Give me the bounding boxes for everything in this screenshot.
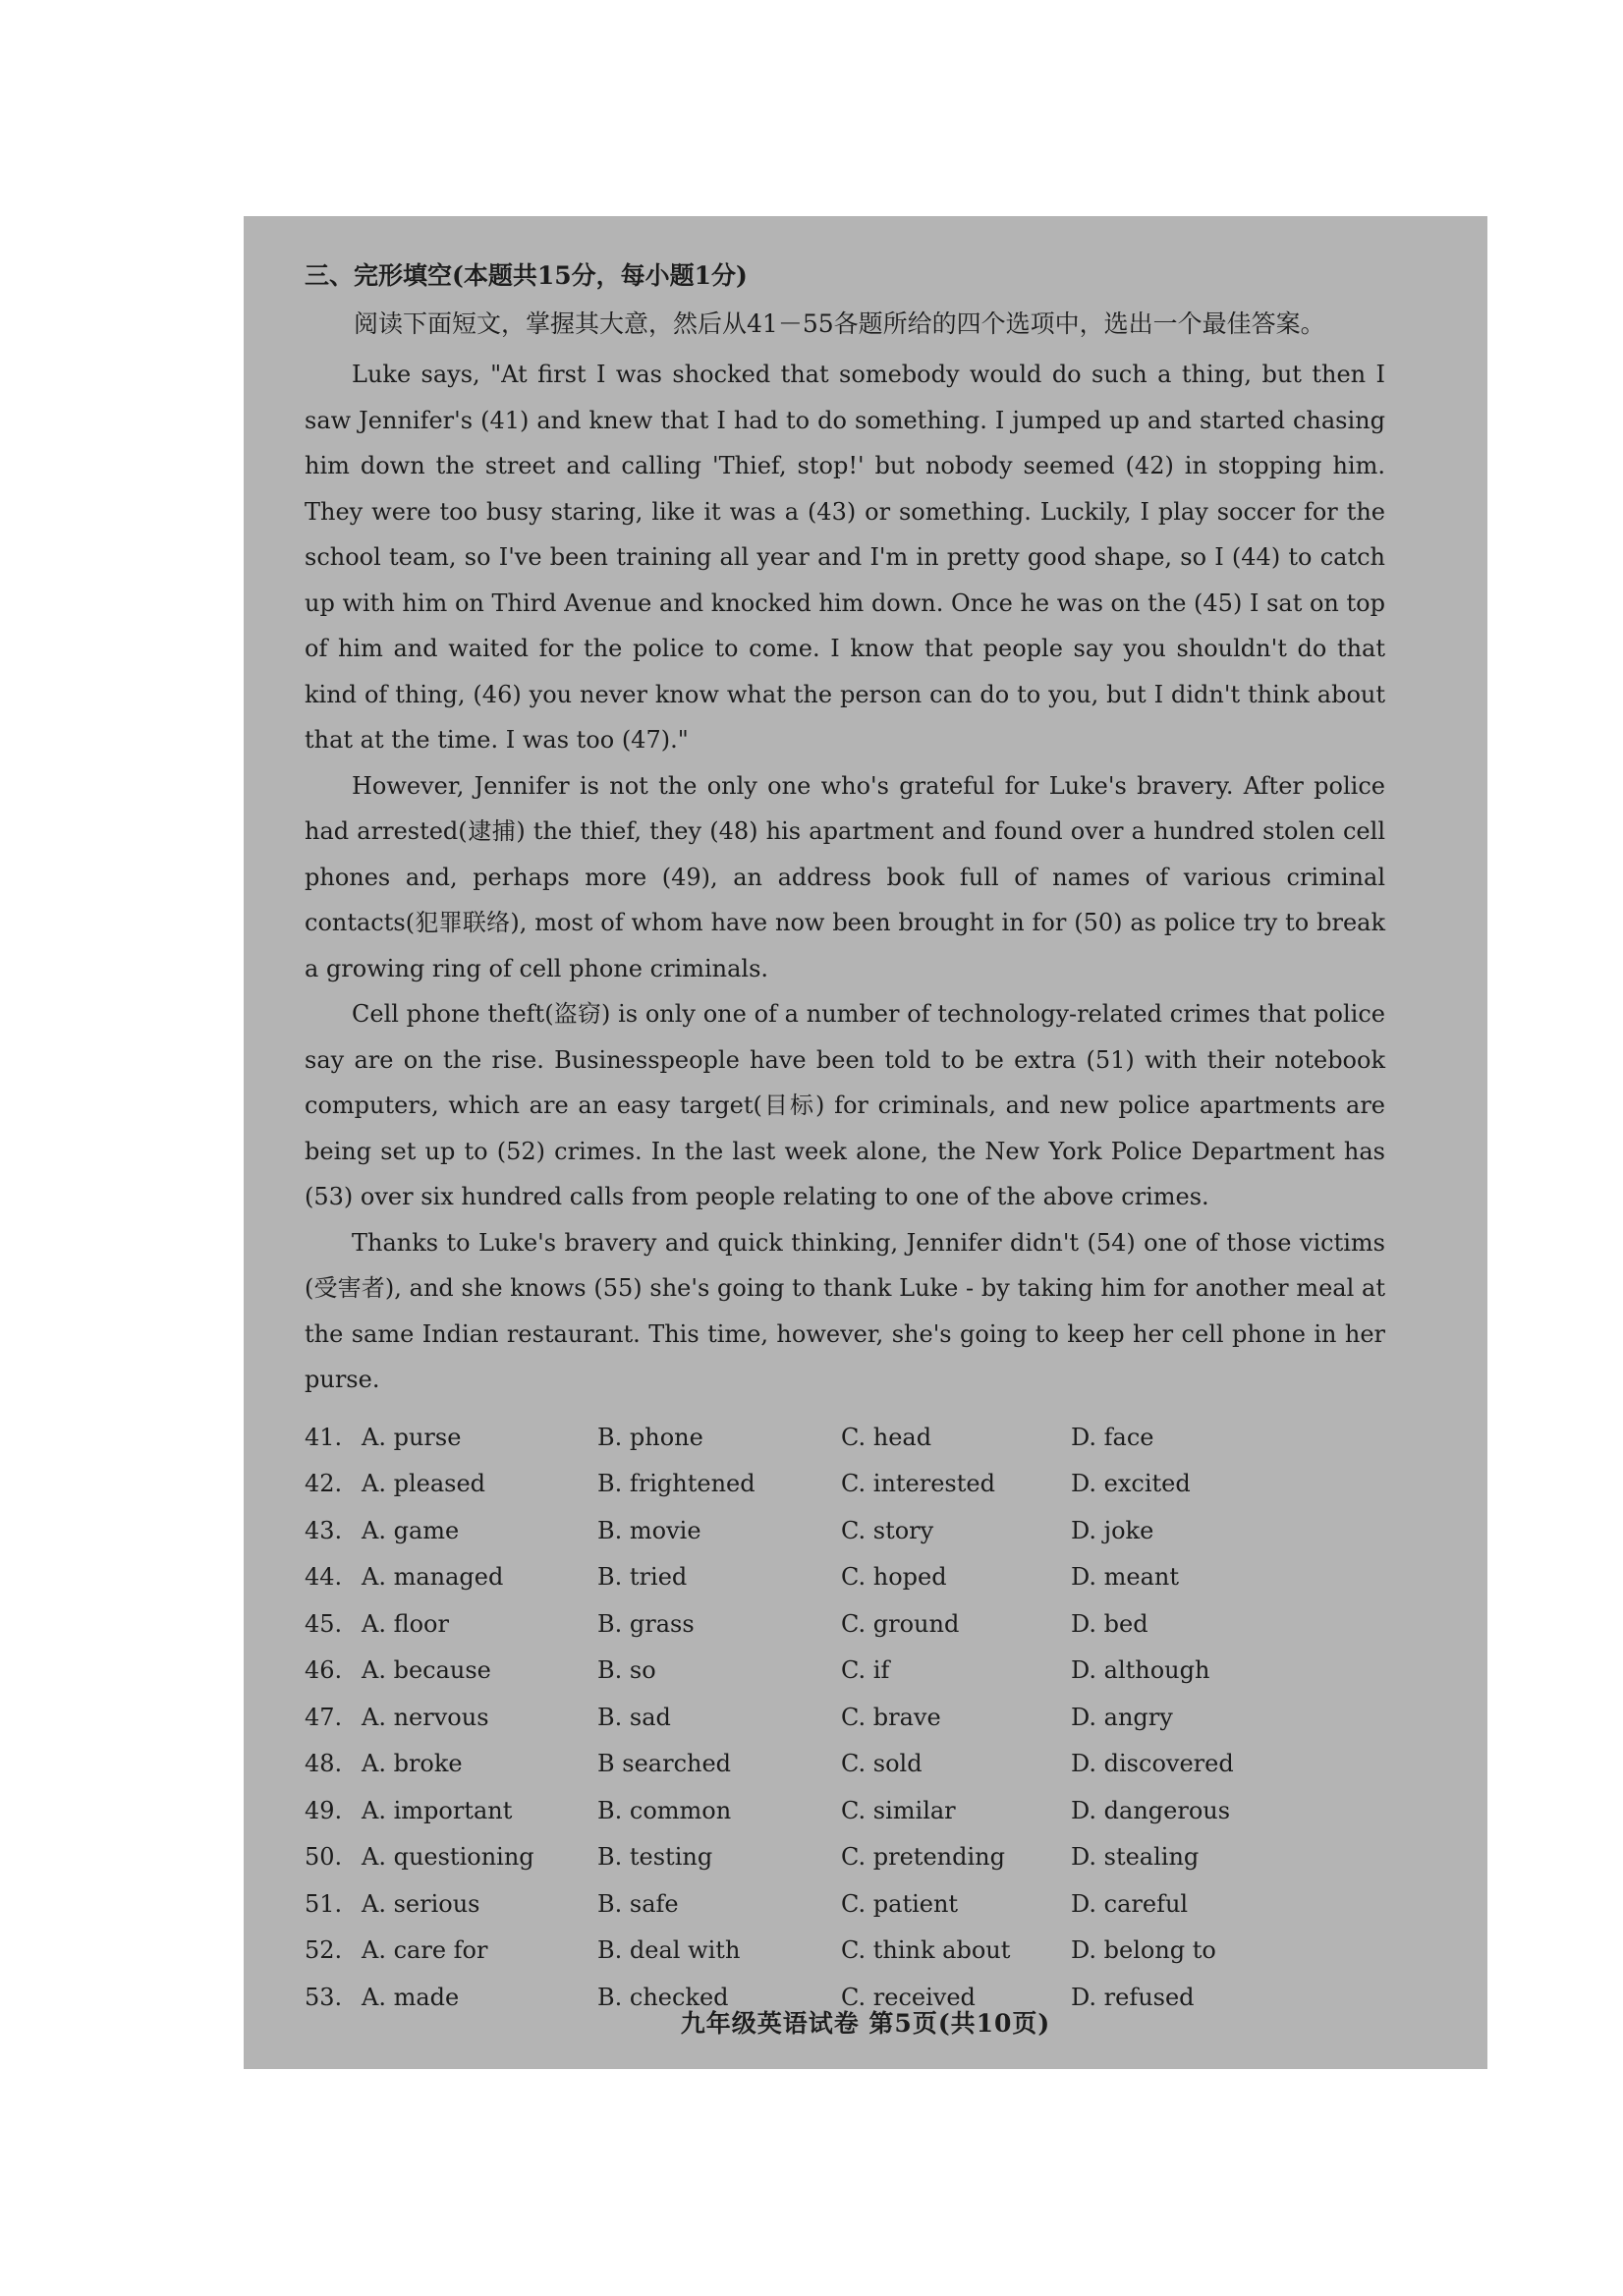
question-row <box>305 1928 1385 1975</box>
option-d: D. face <box>1071 1423 1154 1451</box>
option-c: C. story <box>841 1516 934 1544</box>
question-number: 49. <box>305 1796 343 1824</box>
answer-options <box>305 1415 1385 2022</box>
option-b: B. sad <box>597 1703 671 1731</box>
question-number: 50. <box>305 1843 343 1871</box>
question-number: 43. <box>305 1516 343 1544</box>
option-c: C. ground <box>841 1609 960 1638</box>
option-b: B. safe <box>597 1889 679 1918</box>
option-b: B. so <box>597 1656 656 1684</box>
option-a: A. serious <box>362 1889 480 1918</box>
option-d: D. stealing <box>1071 1843 1200 1871</box>
option-d: D. dangerous <box>1071 1796 1231 1824</box>
question-row <box>305 1834 1385 1881</box>
option-a: A. pleased <box>362 1470 486 1497</box>
question-number: 52. <box>305 1936 343 1964</box>
option-b: B. tried <box>597 1563 688 1591</box>
option-c: C. brave <box>841 1703 941 1731</box>
option-c: C. if <box>841 1656 890 1684</box>
question-row <box>305 1461 1385 1508</box>
option-d: D. belong to <box>1071 1936 1216 1964</box>
option-c: C. sold <box>841 1750 923 1777</box>
question-number: 41. <box>305 1423 343 1451</box>
option-a: A. nervous <box>362 1703 489 1731</box>
passage-paragraph-3: Cell phone theft(盗窃) is only one of a number of technology-related crimes that police say are on the rise. Businesspeople have been told to be extra (51) with their notebook computers, which are an easy target(目标) for criminals, and new police apartments are being set up to (52) crimes. In the last week alone, the New York Police Department has (53) over six hundred calls from people relating to one of the above crimes. <box>305 1000 1385 1210</box>
passage-paragraph-2: However, Jennifer is not the only one who's grateful for Luke's bravery. After police had arrested(逮捕) the thief, they (48) his apartment and found over a hundred stolen cell phones and, perhaps more (49), an address book full of names of various criminal contacts(犯罪联络), most of whom have now been brought in for (50) as police try to break a growing ring of cell phone criminals. <box>305 771 1385 982</box>
option-a: A. questioning <box>362 1843 534 1871</box>
question-row <box>305 1601 1385 1649</box>
question-row <box>305 1508 1385 1555</box>
page-footer: 九年级英语试卷 第5页(共10页) <box>680 2009 1051 2038</box>
option-b: B. deal with <box>597 1936 741 1964</box>
question-row <box>305 1788 1385 1835</box>
option-d: D. joke <box>1071 1516 1154 1544</box>
option-c: C. similar <box>841 1796 956 1824</box>
option-d: D. meant <box>1071 1563 1180 1591</box>
question-number: 46. <box>305 1656 343 1684</box>
option-c: C. head <box>841 1423 932 1451</box>
option-a: A. important <box>362 1796 513 1824</box>
passage-paragraph-4: Thanks to Luke's bravery and quick thinking, Jennifer didn't (54) one of those victims (受害者), and she knows (55) she's going to thank Luke - by taking him for another meal at the same Indian restaurant. This time, however, she's going to keep her cell phone in her purse. <box>305 1228 1385 1393</box>
question-number: 45. <box>305 1609 343 1638</box>
cloze-passage <box>305 352 1385 1403</box>
instruction-text: 阅读下面短文，掌握其大意，然后从41－55各题所给的四个选项中，选出一个最佳答案。 <box>354 309 1325 338</box>
option-c: C. received <box>841 1983 976 2011</box>
question-row <box>305 1415 1385 1462</box>
option-b: B. frightened <box>597 1470 756 1497</box>
option-c: C. hoped <box>841 1563 947 1591</box>
option-d: D. refused <box>1071 1983 1195 2011</box>
question-row <box>305 1695 1385 1742</box>
option-c: C. patient <box>841 1889 959 1918</box>
option-b: B searched <box>597 1750 732 1777</box>
question-number: 44. <box>305 1563 343 1591</box>
option-b: B. movie <box>597 1516 701 1544</box>
question-row <box>305 1881 1385 1929</box>
option-a: A. purse <box>362 1423 462 1451</box>
option-d: D. bed <box>1071 1609 1148 1638</box>
section-title: 三、完形填空(本题共15分，每小题1分) <box>305 261 748 290</box>
passage-paragraph-1: Luke says, "At first I was shocked that somebody would do such a thing, but then I saw Jennifer's (41) and knew that I had to do something. I jumped up and started chasing him down the street and calling 'Thief, stop!' but nobody seemed (42) in stopping him. They were too busy staring, like it was a (43) or something. Luckily, I play soccer for the school team, so I've been training all year and I'm in pretty good shape, so I (44) to catch up with him on Third Avenue and knocked him down. Once he was on the (45) I sat on top of him and waited for the police to come. I know that people say you shouldn't do that kind of thing, (46) you never know what the person can do to you, but I didn't think about that at the time. I was too (47)." <box>305 361 1385 754</box>
question-number: 53. <box>305 1983 343 2011</box>
option-b: B. grass <box>597 1609 695 1638</box>
option-d: D. angry <box>1071 1703 1173 1731</box>
option-a: A. managed <box>362 1563 504 1591</box>
question-number: 51. <box>305 1889 343 1918</box>
question-row <box>305 1741 1385 1788</box>
option-b: B. common <box>597 1796 732 1824</box>
question-row <box>305 1648 1385 1695</box>
option-c: C. think about <box>841 1936 1011 1964</box>
option-d: D. although <box>1071 1656 1210 1684</box>
option-c: C. interested <box>841 1470 995 1497</box>
option-a: A. care for <box>362 1936 488 1964</box>
option-a: A. broke <box>362 1750 463 1777</box>
question-number: 47. <box>305 1703 343 1731</box>
exam-page <box>244 216 1487 2069</box>
question-number: 48. <box>305 1750 343 1777</box>
option-d: D. discovered <box>1071 1750 1234 1777</box>
option-d: D. careful <box>1071 1889 1189 1918</box>
question-number: 42. <box>305 1470 343 1497</box>
option-a: A. because <box>362 1656 491 1684</box>
option-c: C. pretending <box>841 1843 1005 1871</box>
question-row <box>305 1554 1385 1601</box>
option-b: B. testing <box>597 1843 713 1871</box>
option-a: A. game <box>362 1516 460 1544</box>
option-b: B. checked <box>597 1983 729 2011</box>
option-b: B. phone <box>597 1423 703 1451</box>
option-d: D. excited <box>1071 1470 1191 1497</box>
option-a: A. floor <box>362 1609 449 1638</box>
option-a: A. made <box>362 1983 460 2011</box>
